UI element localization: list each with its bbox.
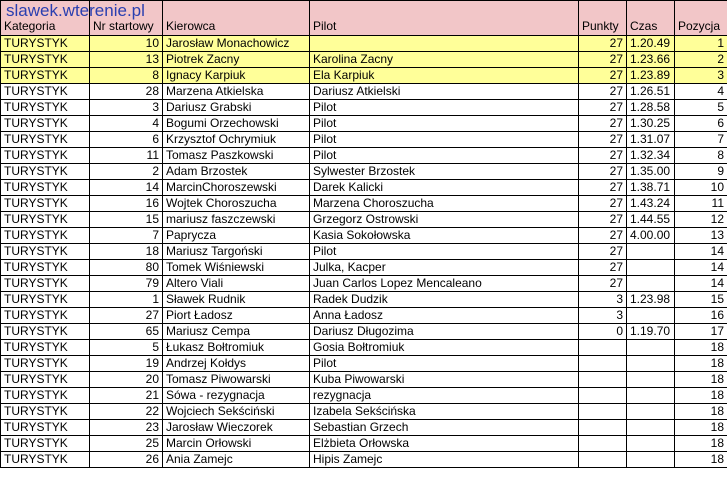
cell-kierowca: Wojciech Sekściński xyxy=(163,404,310,420)
cell-pilot: Grzegorz Ostrowski xyxy=(310,212,579,228)
cell-nr-startowy: 27 xyxy=(90,308,163,324)
cell-pilot: Pilot xyxy=(310,116,579,132)
cell-czas: 1.19.70 xyxy=(627,324,675,340)
cell-czas xyxy=(627,308,675,324)
cell-kategoria: TURYSTYK xyxy=(1,340,90,356)
cell-kierowca: Jarosław Monachowicz xyxy=(163,36,310,52)
cell-punkty: 0 xyxy=(579,324,627,340)
cell-pilot: Sylwester Brzostek xyxy=(310,164,579,180)
cell-pozycja: 18 xyxy=(675,388,727,404)
cell-punkty xyxy=(579,452,627,468)
cell-pozycja: 12 xyxy=(675,212,727,228)
cell-kierowca: Adam Brzostek xyxy=(163,164,310,180)
cell-kierowca: Sławek Rudnik xyxy=(163,292,310,308)
cell-punkty xyxy=(579,404,627,420)
table-row xyxy=(1,292,727,308)
cell-czas: 1.32.34 xyxy=(627,148,675,164)
cell-kategoria: TURYSTYK xyxy=(1,52,90,68)
cell-punkty xyxy=(579,340,627,356)
cell-pilot: Juan Carlos Lopez Mencaleano xyxy=(310,276,579,292)
cell-kierowca: Krzysztof Ochrymiuk xyxy=(163,132,310,148)
cell-czas xyxy=(627,452,675,468)
cell-nr-startowy: 1 xyxy=(90,292,163,308)
cell-punkty: 27 xyxy=(579,68,627,84)
table-row xyxy=(1,36,727,52)
cell-nr-startowy: 28 xyxy=(90,84,163,100)
cell-kategoria: TURYSTYK xyxy=(1,196,90,212)
cell-kategoria: TURYSTYK xyxy=(1,308,90,324)
cell-czas xyxy=(627,356,675,372)
cell-czas: 1.28.58 xyxy=(627,100,675,116)
cell-pilot xyxy=(310,36,579,52)
cell-pilot: Julka, Kacper xyxy=(310,260,579,276)
cell-pilot: Kuba Piwowarski xyxy=(310,372,579,388)
table-row xyxy=(1,180,727,196)
cell-czas: 1.38.71 xyxy=(627,180,675,196)
cell-nr-startowy: 5 xyxy=(90,340,163,356)
cell-nr-startowy: 65 xyxy=(90,324,163,340)
cell-kierowca: Marcin Orłowski xyxy=(163,436,310,452)
cell-pozycja: 18 xyxy=(675,372,727,388)
cell-czas xyxy=(627,276,675,292)
cell-kierowca: Łukasz Bołtromiuk xyxy=(163,340,310,356)
cell-punkty xyxy=(579,356,627,372)
cell-kierowca: Paprycza xyxy=(163,228,310,244)
cell-czas: 1.31.07 xyxy=(627,132,675,148)
table-row xyxy=(1,436,727,452)
cell-kategoria: TURYSTYK xyxy=(1,420,90,436)
table-row xyxy=(1,308,727,324)
table-row xyxy=(1,276,727,292)
cell-kierowca: Mariusz Cempa xyxy=(163,324,310,340)
cell-pozycja: 5 xyxy=(675,100,727,116)
table-row xyxy=(1,164,727,180)
cell-pozycja: 2 xyxy=(675,52,727,68)
cell-czas xyxy=(627,388,675,404)
cell-pozycja: 18 xyxy=(675,356,727,372)
cell-pozycja: 15 xyxy=(675,292,727,308)
cell-pilot: Pilot xyxy=(310,148,579,164)
table-row xyxy=(1,116,727,132)
cell-pilot: Dariusz Atkielski xyxy=(310,84,579,100)
cell-kategoria: TURYSTYK xyxy=(1,388,90,404)
cell-punkty: 27 xyxy=(579,164,627,180)
cell-punkty xyxy=(579,436,627,452)
cell-czas: 1.23.89 xyxy=(627,68,675,84)
cell-nr-startowy: 21 xyxy=(90,388,163,404)
cell-kierowca: Marzena Atkielska xyxy=(163,84,310,100)
cell-pozycja: 4 xyxy=(675,84,727,100)
cell-pilot: Sebastian Grzech xyxy=(310,420,579,436)
cell-pilot: Hipis Zamejc xyxy=(310,452,579,468)
cell-punkty: 27 xyxy=(579,52,627,68)
cell-pozycja: 17 xyxy=(675,324,727,340)
cell-pozycja: 18 xyxy=(675,340,727,356)
cell-pilot: Dariusz Długozima xyxy=(310,324,579,340)
cell-punkty xyxy=(579,388,627,404)
cell-nr-startowy: 18 xyxy=(90,244,163,260)
cell-kategoria: TURYSTYK xyxy=(1,260,90,276)
cell-czas xyxy=(627,372,675,388)
cell-punkty: 27 xyxy=(579,244,627,260)
cell-kierowca: Tomek Wiśniewski xyxy=(163,260,310,276)
cell-czas xyxy=(627,436,675,452)
table-row xyxy=(1,420,727,436)
cell-nr-startowy: 79 xyxy=(90,276,163,292)
table-row xyxy=(1,212,727,228)
cell-nr-startowy: 10 xyxy=(90,36,163,52)
cell-punkty: 27 xyxy=(579,196,627,212)
cell-kategoria: TURYSTYK xyxy=(1,324,90,340)
cell-kategoria: TURYSTYK xyxy=(1,452,90,468)
cell-pilot: Elżbieta Orłowska xyxy=(310,436,579,452)
cell-pozycja: 13 xyxy=(675,228,727,244)
cell-pozycja: 6 xyxy=(675,116,727,132)
cell-kierowca: Piotrek Zacny xyxy=(163,52,310,68)
table-row xyxy=(1,132,727,148)
cell-czas xyxy=(627,420,675,436)
cell-nr-startowy: 25 xyxy=(90,436,163,452)
cell-punkty xyxy=(579,420,627,436)
cell-kategoria: TURYSTYK xyxy=(1,84,90,100)
cell-pozycja: 18 xyxy=(675,452,727,468)
cell-kierowca: Ignacy Karpiuk xyxy=(163,68,310,84)
cell-nr-startowy: 20 xyxy=(90,372,163,388)
cell-nr-startowy: 80 xyxy=(90,260,163,276)
cell-pozycja: 9 xyxy=(675,164,727,180)
table-row xyxy=(1,356,727,372)
cell-kierowca: Wojtek Choroszucha xyxy=(163,196,310,212)
table-row xyxy=(1,148,727,164)
cell-nr-startowy: 7 xyxy=(90,228,163,244)
table-row xyxy=(1,372,727,388)
cell-punkty xyxy=(579,372,627,388)
cell-pozycja: 14 xyxy=(675,244,727,260)
cell-pilot: Izabela Sekścińska xyxy=(310,404,579,420)
cell-pozycja: 16 xyxy=(675,308,727,324)
cell-kierowca: Andrzej Kołdys xyxy=(163,356,310,372)
cell-pilot: Pilot xyxy=(310,356,579,372)
table-row xyxy=(1,340,727,356)
cell-pilot: Radek Dudzik xyxy=(310,292,579,308)
cell-czas xyxy=(627,404,675,420)
cell-punkty: 27 xyxy=(579,100,627,116)
cell-czas: 1.30.25 xyxy=(627,116,675,132)
cell-pilot: Anna Ładosz xyxy=(310,308,579,324)
cell-pilot: rezygnacja xyxy=(310,388,579,404)
header-pozycja: Pozycja xyxy=(675,1,727,36)
cell-kierowca: Jarosław Wieczorek xyxy=(163,420,310,436)
cell-pilot: Darek Kalicki xyxy=(310,180,579,196)
cell-kierowca: Altero Viali xyxy=(163,276,310,292)
cell-kategoria: TURYSTYK xyxy=(1,292,90,308)
table-row xyxy=(1,260,727,276)
cell-kategoria: TURYSTYK xyxy=(1,212,90,228)
header-nr-startowy: Nr startowy xyxy=(90,1,163,36)
cell-nr-startowy: 19 xyxy=(90,356,163,372)
cell-czas: 1.43.24 xyxy=(627,196,675,212)
cell-czas xyxy=(627,244,675,260)
cell-kategoria: TURYSTYK xyxy=(1,116,90,132)
cell-punkty: 3 xyxy=(579,308,627,324)
cell-czas xyxy=(627,260,675,276)
cell-kierowca: Bogumi Orzechowski xyxy=(163,116,310,132)
cell-czas: 1.26.51 xyxy=(627,84,675,100)
cell-kierowca: Sówa - rezygnacja xyxy=(163,388,310,404)
cell-kierowca: MarcinChoroszewski xyxy=(163,180,310,196)
cell-kategoria: TURYSTYK xyxy=(1,244,90,260)
table-row xyxy=(1,52,727,68)
cell-punkty: 27 xyxy=(579,148,627,164)
cell-kategoria: TURYSTYK xyxy=(1,404,90,420)
table-row xyxy=(1,228,727,244)
cell-czas: 1.35.00 xyxy=(627,164,675,180)
cell-nr-startowy: 8 xyxy=(90,68,163,84)
cell-punkty: 3 xyxy=(579,292,627,308)
cell-pilot: Karolina Zacny xyxy=(310,52,579,68)
table-row xyxy=(1,84,727,100)
cell-kategoria: TURYSTYK xyxy=(1,164,90,180)
cell-kategoria: TURYSTYK xyxy=(1,276,90,292)
cell-punkty: 27 xyxy=(579,212,627,228)
cell-pilot: Pilot xyxy=(310,244,579,260)
table-row xyxy=(1,100,727,116)
cell-kierowca: Tomasz Piwowarski xyxy=(163,372,310,388)
table-row xyxy=(1,244,727,260)
cell-kierowca: Mariusz Targoński xyxy=(163,244,310,260)
site-watermark: slawek.wterenie.pl xyxy=(6,1,145,20)
cell-kategoria: TURYSTYK xyxy=(1,356,90,372)
cell-pozycja: 11 xyxy=(675,196,727,212)
table-row xyxy=(1,404,727,420)
header-kategoria: Kategoria xyxy=(1,1,90,36)
cell-czas: 1.20.49 xyxy=(627,36,675,52)
cell-pilot: Marzena Choroszucha xyxy=(310,196,579,212)
cell-pozycja: 14 xyxy=(675,260,727,276)
cell-czas: 1.23.98 xyxy=(627,292,675,308)
cell-kierowca: Dariusz Grabski xyxy=(163,100,310,116)
cell-nr-startowy: 16 xyxy=(90,196,163,212)
header-pilot: Pilot xyxy=(310,1,579,36)
cell-kierowca: Tomasz Paszkowski xyxy=(163,148,310,164)
cell-kategoria: TURYSTYK xyxy=(1,100,90,116)
cell-nr-startowy: 4 xyxy=(90,116,163,132)
cell-kategoria: TURYSTYK xyxy=(1,372,90,388)
cell-kierowca: Piort Ładosz xyxy=(163,308,310,324)
cell-kategoria: TURYSTYK xyxy=(1,148,90,164)
cell-pozycja: 7 xyxy=(675,132,727,148)
cell-czas: 1.44.55 xyxy=(627,212,675,228)
table-row xyxy=(1,68,727,84)
cell-nr-startowy: 13 xyxy=(90,52,163,68)
table-row xyxy=(1,388,727,404)
table-row xyxy=(1,452,727,468)
cell-kategoria: TURYSTYK xyxy=(1,36,90,52)
cell-pilot: Gosia Bołtromiuk xyxy=(310,340,579,356)
cell-nr-startowy: 6 xyxy=(90,132,163,148)
cell-nr-startowy: 2 xyxy=(90,164,163,180)
cell-punkty: 27 xyxy=(579,228,627,244)
table-row xyxy=(1,196,727,212)
cell-pozycja: 14 xyxy=(675,276,727,292)
cell-punkty: 27 xyxy=(579,116,627,132)
cell-czas: 1.23.66 xyxy=(627,52,675,68)
cell-nr-startowy: 14 xyxy=(90,180,163,196)
cell-pilot: Pilot xyxy=(310,132,579,148)
cell-pozycja: 10 xyxy=(675,180,727,196)
cell-czas: 4.00.00 xyxy=(627,228,675,244)
header-punkty: Punkty xyxy=(579,1,627,36)
cell-kategoria: TURYSTYK xyxy=(1,68,90,84)
cell-punkty: 27 xyxy=(579,132,627,148)
cell-nr-startowy: 22 xyxy=(90,404,163,420)
cell-punkty: 27 xyxy=(579,180,627,196)
cell-nr-startowy: 3 xyxy=(90,100,163,116)
cell-punkty: 27 xyxy=(579,276,627,292)
cell-pozycja: 3 xyxy=(675,68,727,84)
cell-kierowca: mariusz faszczewski xyxy=(163,212,310,228)
cell-pilot: Kasia Sokołowska xyxy=(310,228,579,244)
cell-kategoria: TURYSTYK xyxy=(1,132,90,148)
cell-kategoria: TURYSTYK xyxy=(1,228,90,244)
table-row xyxy=(1,324,727,340)
cell-kategoria: TURYSTYK xyxy=(1,436,90,452)
header-czas: Czas xyxy=(627,1,675,36)
cell-pilot: Pilot xyxy=(310,100,579,116)
cell-punkty: 27 xyxy=(579,260,627,276)
cell-pozycja: 18 xyxy=(675,404,727,420)
cell-nr-startowy: 11 xyxy=(90,148,163,164)
header-kierowca: Kierowca xyxy=(163,1,310,36)
cell-czas xyxy=(627,340,675,356)
cell-kierowca: Ania Zamejc xyxy=(163,452,310,468)
cell-punkty: 27 xyxy=(579,36,627,52)
cell-nr-startowy: 15 xyxy=(90,212,163,228)
cell-punkty: 27 xyxy=(579,84,627,100)
cell-pozycja: 8 xyxy=(675,148,727,164)
cell-nr-startowy: 23 xyxy=(90,420,163,436)
cell-pozycja: 1 xyxy=(675,36,727,52)
cell-nr-startowy: 26 xyxy=(90,452,163,468)
cell-pozycja: 18 xyxy=(675,436,727,452)
cell-pilot: Ela Karpiuk xyxy=(310,68,579,84)
cell-pozycja: 18 xyxy=(675,420,727,436)
cell-kategoria: TURYSTYK xyxy=(1,180,90,196)
